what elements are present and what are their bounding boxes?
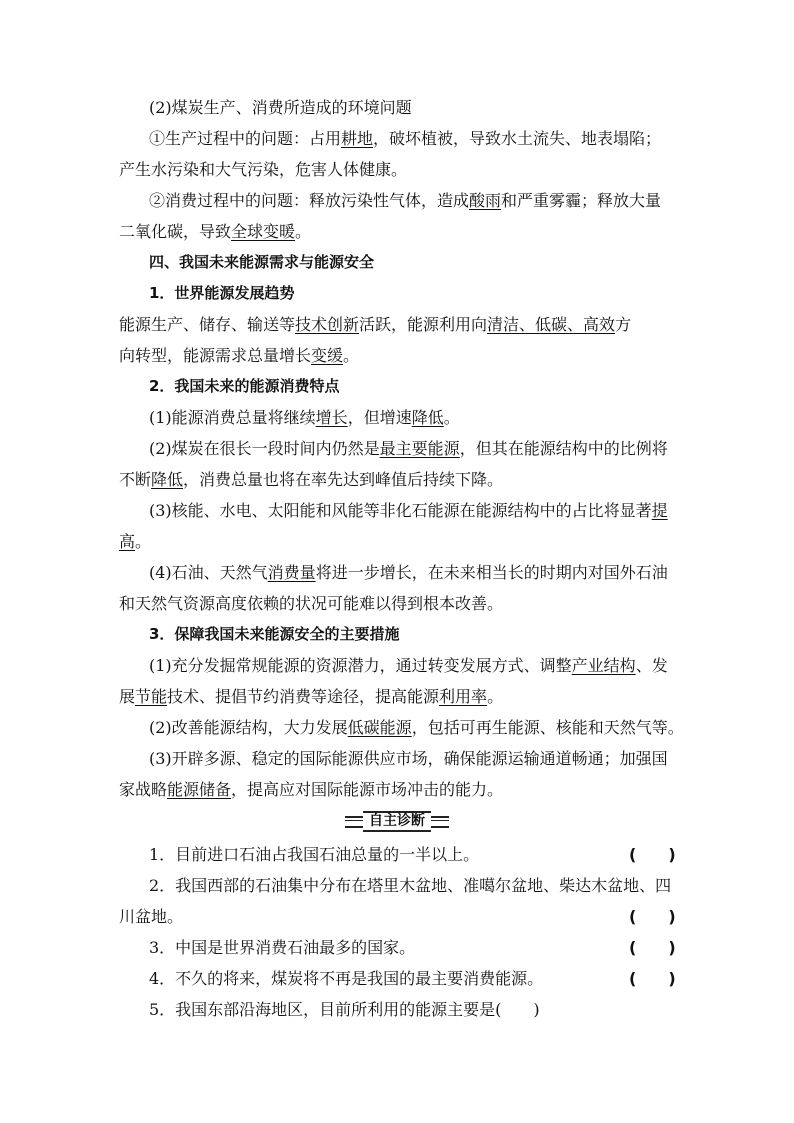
self-diagnosis-banner: 自主诊断 — [345, 811, 449, 832]
paragraph-consumption-4: (4)石油、天然气消费量将进一步增长，在未来相当长的时期内对国外石油 — [149, 563, 668, 582]
paragraph-consumption-3-cont: 高。 — [119, 532, 152, 551]
paragraph-measure-3: (3)开辟多源、稳定的国际能源供应市场，确保能源运输通道畅通；加强国 — [149, 749, 668, 768]
heading-security-measures: 3．保障我国未来能源安全的主要措施 — [149, 625, 400, 643]
question-4: 4．不久的将来，煤炭将不再是我国的最主要消费能源。 ( ) — [119, 963, 675, 994]
answer-blank: 高 — [119, 532, 136, 551]
paragraph-measure-2: (2)改善能源结构，大力发展低碳能源，包括可再生能源、核能和天然气等。 — [149, 718, 684, 737]
self-diagnosis-banner-row — [119, 805, 675, 839]
banner-right-ornament — [431, 816, 449, 828]
heading-world-trend: 1．世界能源发展趋势 — [149, 284, 295, 302]
section-title-four: 四、我国未来能源需求与能源安全 — [149, 253, 375, 271]
question-1: 1．目前进口石油占我国石油总量的一半以上。 ( ) — [119, 839, 675, 870]
answer-blank: 全球变暖 — [231, 222, 296, 241]
answer-blank: 消费量 — [267, 563, 316, 582]
paragraph-consumption-1: (1)能源消费总量将继续增长，但增速降低。 — [149, 408, 460, 427]
answer-blank: 耕地 — [341, 129, 374, 148]
answer-blank: 节能 — [135, 687, 168, 706]
paragraph-measure-1: (1)充分发掘常规能源的资源潜力，通过转变发展方式、调整产业结构、发 — [149, 656, 668, 675]
answer-blank: 最主要能源 — [379, 439, 460, 458]
answer-blank: 增长 — [315, 408, 348, 427]
paragraph-consumption-issues-cont: 二氧化碳，导致全球变暖。 — [119, 222, 312, 241]
heading-china-consumption: 2．我国未来的能源消费特点 — [149, 377, 340, 395]
answer-blank: 产业结构 — [571, 656, 636, 675]
banner-left-ornament — [345, 816, 363, 828]
answer-blank: 技术创新 — [295, 315, 360, 334]
answer-blank: 能源储备 — [167, 780, 232, 799]
paragraph-consumption-2-cont: 不断降低，消费总量也将在率先达到峰值后持续下降。 — [119, 470, 504, 489]
answer-blank: 利用率 — [439, 687, 488, 706]
paragraph-consumption-2: (2)煤炭在很长一段时间内仍然是最主要能源，但其在能源结构中的比例将 — [149, 439, 668, 458]
answer-blank: 变缓 — [311, 346, 344, 365]
subsection-title-coal-env: (2)煤炭生产、消费所造成的环境问题 — [149, 98, 412, 117]
answer-blank: 酸雨 — [469, 191, 502, 210]
document-body — [119, 92, 684, 1025]
paragraph-measure-1-cont: 展节能技术、提倡节约消费等途径，提高能源利用率。 — [119, 687, 504, 706]
paragraph-measure-3-cont: 家战略能源储备，提高应对国际能源市场冲击的能力。 — [119, 780, 504, 799]
paragraph-consumption-issues: ②消费过程中的问题：释放污染性气体，造成酸雨和严重雾霾；释放大量 — [149, 191, 662, 210]
paragraph-production-issues: ①生产过程中的问题：占用耕地，破坏植被，导致水土流失、地表塌陷； — [149, 129, 662, 148]
paragraph-consumption-3: (3)核能、水电、太阳能和风能等非化石能源在能源结构中的占比将显著提 — [149, 501, 668, 520]
answer-parentheses[interactable]: ( ) — [629, 938, 676, 957]
answer-blank: 低碳能源 — [347, 718, 412, 737]
answer-blank: 降低 — [411, 408, 444, 427]
question-3: 3．中国是世界消费石油最多的国家。 ( ) — [119, 932, 675, 963]
question-2-cont: 川盆地。 ( ) — [119, 901, 675, 932]
paragraph-world-trend: 能源生产、储存、输送等技术创新活跃，能源利用向清洁、低碳、高效方 — [119, 315, 632, 334]
answer-blank: 提 — [651, 501, 668, 520]
answer-parentheses[interactable]: ( ) — [629, 907, 676, 926]
paragraph-consumption-4-cont: 和天然气资源高度依赖的状况可能难以得到根本改善。 — [119, 594, 504, 613]
question-2: 2．我国西部的石油集中分布在塔里木盆地、准噶尔盆地、柴达木盆地、四 — [149, 876, 672, 895]
answer-blank: 降低 — [151, 470, 184, 489]
answer-parentheses[interactable]: ( ) — [629, 845, 676, 864]
question-5: 5．我国东部沿海地区，目前所利用的能源主要是( ) — [149, 1000, 540, 1019]
answer-blank: 清洁、低碳、高效 — [487, 315, 616, 334]
paragraph-production-issues-cont: 产生水污染和大气污染，危害人体健康。 — [119, 160, 408, 179]
paragraph-world-trend-cont: 向转型，能源需求总量增长变缓。 — [119, 346, 360, 365]
answer-parentheses[interactable]: ( ) — [629, 969, 676, 988]
